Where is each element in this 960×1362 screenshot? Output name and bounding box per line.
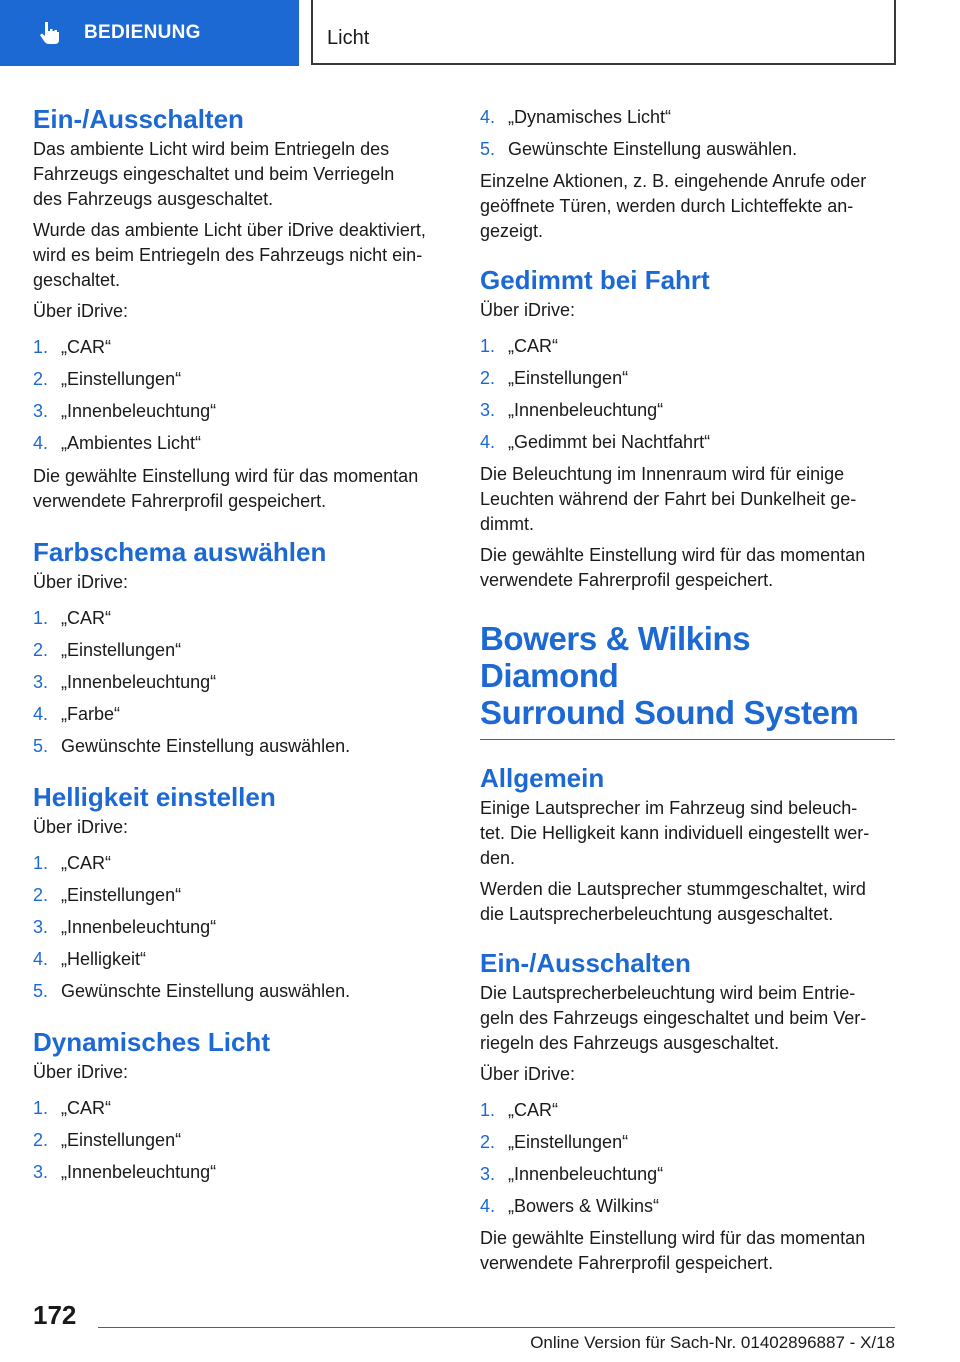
list-item: 3. „Innenbeleuchtung“: [33, 917, 217, 937]
chapter-tab[interactable]: [0, 0, 299, 66]
paragraph: Über iDrive:: [33, 1062, 129, 1082]
section-heading: Helligkeit einstellen: [33, 782, 276, 812]
step-list: [33, 1096, 443, 1185]
paragraph: Die Beleuchtung im Innenraum wird für einige Leuchten während der Fahrt bei Dunkelheit ge‐ dimmt.: [480, 464, 857, 534]
paragraph: Über iDrive:: [480, 1064, 576, 1084]
section-title: Licht: [327, 27, 370, 49]
paragraph: Die gewählte Einstellung wird für das momentan verwendete Fahrerprofil gespeichert.: [33, 466, 419, 511]
section-heading: Ein-/Ausschalten: [33, 104, 244, 134]
list-item: 2. „Einstellungen“: [33, 1130, 182, 1150]
right-column: [480, 100, 895, 1276]
section-heading: Allgemein: [480, 763, 605, 793]
paragraph: Die gewählte Einstellung wird für das momentan verwendete Fahrerprofil gespeichert.: [480, 545, 866, 590]
paragraph: Einzelne Aktionen, z. B. eingehende Anrufe oder geöffnete Türen, werden durch Lichteffekte an‐ gezeigt.: [480, 171, 867, 241]
step-list: [480, 1098, 895, 1219]
list-item: 4. „Farbe“: [33, 704, 121, 724]
section-heading: Farbschema auswählen: [33, 537, 327, 567]
list-item: 1. „CAR“: [33, 337, 111, 357]
paragraph: Über iDrive:: [33, 572, 129, 592]
step-list: [480, 334, 895, 455]
list-item: 4. „Gedimmt bei Nachtfahrt“: [480, 432, 711, 452]
list-item: 1. „CAR“: [480, 1100, 558, 1120]
list-item: 1. „CAR“: [33, 853, 111, 873]
list-item: 4. „Helligkeit“: [33, 949, 147, 969]
list-item: 2. „Einstellungen“: [33, 885, 182, 905]
left-column: [33, 100, 443, 1185]
list-item: 3. „Innenbeleuchtung“: [33, 401, 217, 421]
step-list: [33, 851, 443, 1004]
list-item: 2. „Einstellungen“: [33, 640, 182, 660]
list-item: 4. „Dynamisches Licht“: [480, 107, 672, 127]
list-item: 1. „CAR“: [480, 336, 558, 356]
paragraph: Über iDrive:: [33, 301, 129, 321]
paragraph: Über iDrive:: [33, 817, 129, 837]
list-item: 4. „Bowers & Wilkins“: [480, 1196, 660, 1216]
footer-text: Online Version für Sach-Nr. 01402896887 - X/18: [530, 1333, 895, 1352]
section-heading: Gedimmt bei Fahrt: [480, 265, 710, 295]
paragraph: Wurde das ambiente Licht über iDrive deaktiviert, wird es beim Entriegeln des Fahrzeugs nicht ein‐ geschaltet.: [33, 220, 426, 290]
list-item: 4. „Ambientes Licht“: [33, 433, 202, 453]
paragraph: Über iDrive:: [480, 300, 576, 320]
paragraph: Das ambiente Licht wird beim Entriegeln des Fahrzeugs eingeschaltet und beim Verriegeln des Fahrzeugs ausgeschaltet.: [33, 139, 395, 209]
section-heading: Dynamisches Licht: [33, 1027, 270, 1057]
step-list: [33, 335, 443, 456]
section-heading: Ein-/Ausschalten: [480, 948, 691, 978]
list-item: 3. „Innenbeleuchtung“: [480, 400, 664, 420]
chapter-tab-label: BEDIENUNG: [84, 22, 201, 43]
list-item: 5. Gewünschte Einstellung auswählen.: [480, 139, 798, 159]
footer-divider: [98, 1327, 895, 1328]
list-item: 5. Gewünschte Einstellung auswählen.: [33, 736, 351, 756]
section-header-box: [311, 0, 896, 65]
heading-divider: [480, 739, 895, 740]
step-list: [480, 105, 895, 162]
list-item: 3. „Innenbeleuchtung“: [33, 672, 217, 692]
paragraph: Die gewählte Einstellung wird für das momentan verwendete Fahrerprofil gespeichert.: [480, 1228, 866, 1273]
list-item: 3. „Innenbeleuchtung“: [33, 1162, 217, 1182]
paragraph: Die Lautsprecherbeleuchtung wird beim Entrie‐ geln des Fahrzeugs eingeschaltet und beim Ver‐ riegeln des Fahrzeugs ausgeschaltet.: [480, 983, 867, 1053]
page-number: 172: [33, 1300, 77, 1330]
pointing-hand-icon: [38, 20, 64, 46]
step-list: [33, 606, 443, 759]
list-item: 5. Gewünschte Einstellung auswählen.: [33, 981, 351, 1001]
chapter-heading: Bowers & Wilkins Diamond Surround Sound System: [480, 620, 859, 731]
paragraph: Einige Lautsprecher im Fahrzeug sind beleuch‐ tet. Die Helligkeit kann individuell eingestellt wer‐ den.: [480, 798, 870, 868]
list-item: 2. „Einstellungen“: [33, 369, 182, 389]
list-item: 3. „Innenbeleuchtung“: [480, 1164, 664, 1184]
paragraph: Werden die Lautsprecher stummgeschaltet, wird die Lautsprecherbeleuchtung ausgeschaltet.: [480, 879, 866, 924]
list-item: 2. „Einstellungen“: [480, 1132, 629, 1152]
list-item: 1. „CAR“: [33, 608, 111, 628]
list-item: 2. „Einstellungen“: [480, 368, 629, 388]
list-item: 1. „CAR“: [33, 1098, 111, 1118]
